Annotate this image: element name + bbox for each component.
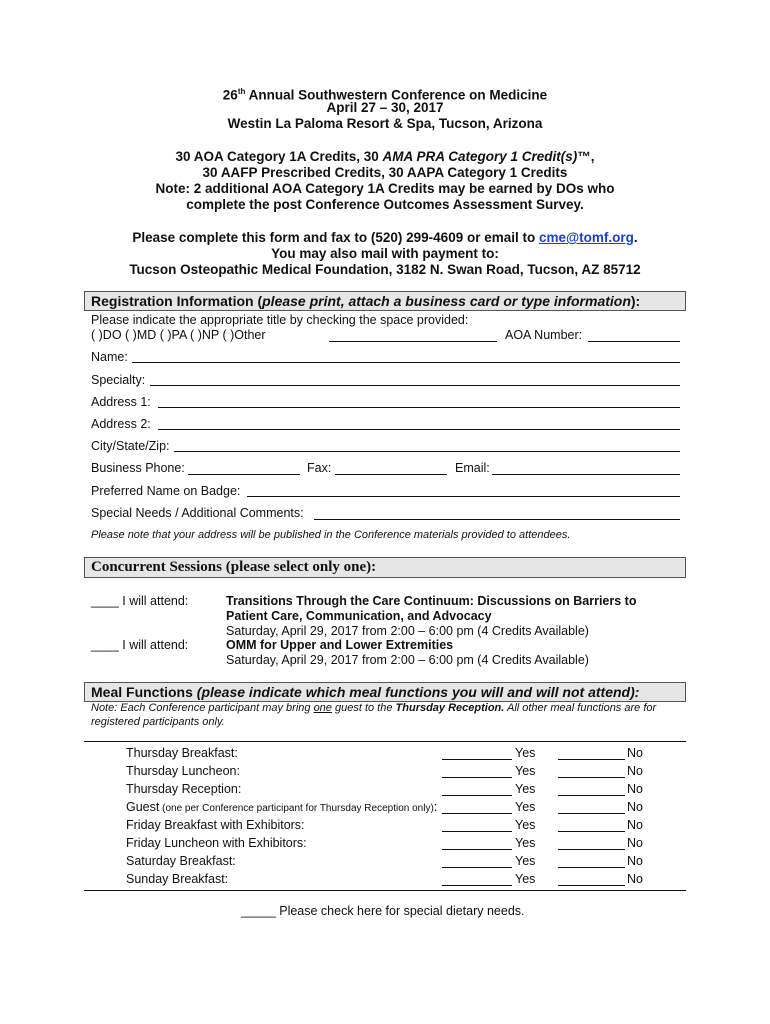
meal-item-label: Friday Luncheon with Exhibitors: [126, 836, 307, 850]
registration-heading [91, 293, 640, 309]
meal-no-label: No [627, 872, 643, 886]
ordinal-suffix: th [237, 87, 246, 96]
heading-italic: please print, attach a business card or type information [262, 293, 631, 309]
session1-time: Saturday, April 29, 2017 from 2:00 – 6:00 pm (4 Credits Available) [226, 624, 589, 638]
session1-title-1: Transitions Through the Care Continuum: Discussions on Barriers to [226, 594, 637, 608]
meal-yes-field[interactable] [442, 777, 512, 778]
aoa-number-field[interactable] [588, 341, 680, 342]
credits-line-2: 30 AAFP Prescribed Credits, 30 AAPA Category 1 Credits [202, 165, 568, 180]
meal-no-field[interactable] [558, 849, 625, 850]
address2-label: Address 2: [91, 417, 151, 431]
meal-yes-label: Yes [515, 872, 536, 886]
meals-top-rule [84, 741, 686, 742]
email-label: Email: [455, 461, 490, 475]
session2-attend[interactable]: ____ I will attend: [91, 638, 189, 652]
meal-no-field[interactable] [558, 831, 625, 832]
heading-part: Registration Information ( [91, 293, 263, 309]
heading-end: ): [630, 293, 641, 309]
meal-item-label: Thursday Reception: [126, 782, 242, 796]
meals-heading [91, 684, 639, 700]
note-part: All other meal functions are for [504, 702, 657, 714]
badge-field[interactable] [247, 496, 680, 497]
meals-bottom-rule [84, 890, 686, 891]
meals-note-line-2: registered participants only. [91, 716, 225, 728]
conference-venue: Westin La Paloma Resort & Spa, Tucson, Arizona [227, 116, 543, 131]
fax-field[interactable] [335, 474, 447, 475]
meal-yes-label: Yes [515, 854, 536, 868]
name-field[interactable] [132, 362, 680, 363]
dietary-needs[interactable]: _____ Please check here for special dietary needs. [241, 904, 525, 918]
meal-no-label: No [627, 746, 643, 760]
meals-heading-italic: (please indicate which meal functions you will and will not attend): [196, 684, 640, 700]
meal-yes-field[interactable] [442, 813, 512, 814]
meal-yes-field[interactable] [442, 759, 512, 760]
meal-no-label: No [627, 854, 643, 868]
trademark: ™, [577, 149, 595, 164]
sessions-heading: Concurrent Sessions (please select only one): [91, 559, 377, 575]
address-note: Please note that your address will be published in the Conference materials provided to attendees. [91, 529, 571, 541]
credits-aoa: 30 AOA Category 1A Credits, 30 [175, 149, 383, 164]
meal-no-label: No [627, 764, 643, 778]
meal-no-label: No [627, 782, 643, 796]
meal-item-label: Sunday Breakfast: [126, 872, 229, 886]
specialty-label: Specialty: [91, 373, 146, 387]
guest-label: Guest [126, 800, 160, 814]
session1-title-2: Patient Care, Communication, and Advocacy [226, 609, 492, 623]
meal-no-label: No [627, 836, 643, 850]
contact-line-1 [0, 230, 770, 246]
meal-no-field[interactable] [558, 867, 625, 868]
email-field[interactable] [492, 474, 680, 475]
meals-heading-bar [84, 682, 686, 702]
meals-note-line-1 [91, 702, 656, 714]
meal-yes-label: Yes [515, 764, 536, 778]
credits-line-4: complete the post Conference Outcomes Assessment Survey. [186, 197, 584, 212]
meal-yes-field[interactable] [442, 867, 512, 868]
meal-yes-label: Yes [515, 800, 536, 814]
guest-note: (one per Conference participant for Thursday Reception only) [159, 803, 434, 814]
contact-line-3: Tucson Osteopathic Medical Foundation, 3182 N. Swan Road, Tucson, AZ 85712 [129, 262, 641, 277]
city-label: City/State/Zip: [91, 439, 170, 453]
phone-field[interactable] [188, 474, 300, 475]
credits-line-3: Note: 2 additional AOA Category 1A Credits may be earned by DOs who [155, 181, 615, 196]
meal-item-label: Thursday Luncheon: [126, 764, 240, 778]
meal-yes-field[interactable] [442, 885, 512, 886]
sessions-heading-bar [84, 557, 686, 578]
meal-no-field[interactable] [558, 759, 625, 760]
meal-no-field[interactable] [558, 777, 625, 778]
meal-no-label: No [627, 800, 643, 814]
guest-colon: : [433, 800, 438, 814]
email-link[interactable]: cme@tomf.org [538, 230, 634, 245]
meal-no-field[interactable] [558, 795, 625, 796]
credits-line-1 [0, 149, 770, 165]
aoa-number-label: AOA Number: [505, 328, 583, 342]
meal-yes-field[interactable] [442, 849, 512, 850]
note-underline: one [313, 702, 332, 714]
name-label: Name: [91, 350, 128, 364]
meal-yes-label: Yes [515, 836, 536, 850]
session2-time: Saturday, April 29, 2017 from 2:00 – 6:00 pm (4 Credits Available) [226, 653, 589, 667]
meal-no-label: No [627, 818, 643, 832]
city-field[interactable] [174, 451, 680, 452]
other-title-field[interactable] [329, 341, 497, 342]
meal-no-field[interactable] [558, 813, 625, 814]
meal-item-label: Friday Breakfast with Exhibitors: [126, 818, 305, 832]
meals-heading-text: Meal Functions [91, 684, 197, 700]
meal-no-field[interactable] [558, 885, 625, 886]
conference-dates: April 27 – 30, 2017 [326, 100, 444, 115]
registration-heading-bar [84, 291, 686, 311]
contact-instruction: Please complete this form and fax to (520) 299-4609 or email to [132, 230, 539, 245]
note-part: guest to the [331, 702, 396, 714]
conference-title-text: Annual Southwestern Conference on Medicine [245, 87, 548, 103]
badge-label: Preferred Name on Badge: [91, 484, 241, 498]
phone-label: Business Phone: [91, 461, 185, 475]
meal-yes-field[interactable] [442, 795, 512, 796]
meal-yes-field[interactable] [442, 831, 512, 832]
meal-yes-label: Yes [515, 746, 536, 760]
fax-label: Fax: [307, 461, 332, 475]
meal-yes-label: Yes [515, 818, 536, 832]
title-instruction: Please indicate the appropriate title by checking the space provided: [91, 313, 469, 327]
credits-ama: AMA PRA Category 1 Credit(s) [382, 149, 578, 164]
note-part: Note: Each Conference participant may bring [91, 702, 314, 714]
contact-period: . [633, 230, 638, 245]
title-checkboxes[interactable]: ( )DO ( )MD ( )PA ( )NP ( )Other [91, 328, 266, 342]
meal-item-label: Saturday Breakfast: [126, 854, 236, 868]
meal-item-label: Thursday Breakfast: [126, 746, 238, 760]
ordinal-number: 26 [222, 87, 238, 103]
special-needs-label: Special Needs / Additional Comments: [91, 506, 304, 520]
meal-item-label [126, 800, 437, 814]
contact-line-2: You may also mail with payment to: [271, 246, 499, 261]
address1-field[interactable] [158, 407, 680, 408]
address2-field[interactable] [158, 429, 680, 430]
address1-label: Address 1: [91, 395, 151, 409]
specialty-field[interactable] [150, 385, 680, 386]
meal-yes-label: Yes [515, 782, 536, 796]
special-needs-field[interactable] [314, 519, 680, 520]
session2-title: OMM for Upper and Lower Extremities [226, 638, 454, 652]
note-bold: Thursday Reception. [395, 702, 505, 714]
session1-attend[interactable]: ____ I will attend: [91, 594, 189, 608]
